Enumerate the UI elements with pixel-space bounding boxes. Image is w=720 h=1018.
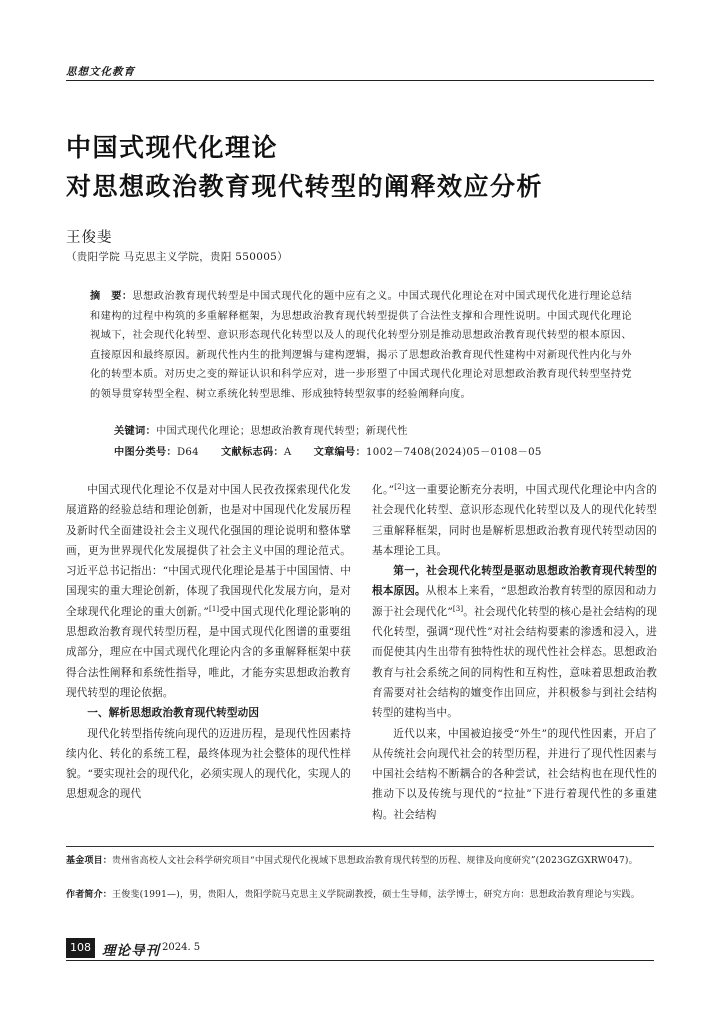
footer-divider (66, 960, 654, 961)
article-no-label: 文章编号： (313, 447, 367, 458)
body-column-right (372, 480, 657, 825)
keywords (114, 422, 408, 437)
keywords-label: 关键词： (114, 426, 156, 437)
bio-label: 作者简介： (66, 890, 113, 900)
doc-code-value: A (283, 447, 292, 458)
classification-line (114, 443, 542, 458)
paragraph: 近代以来，中国被迫接受“外生”的现代性因素，开启了从传统社会向现代社会的转型历程，并进行了现代性因素与中国社会结构不断耦合的各种尝试，社会结构也在现代性的推动下以及传统与现代的“拉扯”下进行着现代性的多重建构。社会结构 (372, 727, 657, 821)
emphasis-text: 第一，社会现代化转型是驱动思想政治教育现代转型的根本原因。 (372, 565, 657, 598)
author-name: 王俊斐 (66, 230, 113, 246)
funding-text: 贵州省高校人文社会科学研究项目“中国式现代化视域下思想政治教育现代转型的历程、规律及向度研究”(2023GZGXRW047)。 (112, 856, 638, 866)
paragraph (66, 480, 351, 703)
page-number: 108 (66, 938, 95, 958)
title-line-1: 中国式现代化理论 (66, 133, 279, 162)
paragraph (372, 561, 657, 723)
doc-code-label: 文献标志码： (220, 447, 284, 458)
journal-name: 理论导刊 (102, 943, 160, 959)
abstract-text: 思想政治教育现代转型是中国式现代化的题中应有之义。中国式现代化理论在对中国式现代化进行理论总结和建构的过程中构筑的多重解释框架，为思想政治教育现代转型提供了合法性支撑和合理性说明。中国式现代化理论视域下，社会现代化转型、意识形态现代化转型以及人的现代化转型分别是推动思想政治教育现代转型的根本原因、直接原因和最终原因。新现代性内生的批判逻辑与建构逻辑，揭示了思想政治教育现代性建构中对新现代性内化与外化的转型本质。对历史之变的辩证认识和科学应对，进一步形塑了中国式现代化理论对思想政治教育现代转型坚持党的领导贯穿转型全程、树立系统化转型思维、形成独特转型叙事的经验阐释向度。 (90, 291, 632, 400)
paragraph: 现代化转型指传统向现代的迈进历程，是现代性因素持续内化、转化的系统工程，最终体现为社会整体的现代性样貌。“要实现社会的现代化，必须实现人的现代化，实现人的思想观念的现代 (66, 727, 351, 801)
paragraph-text: 受中国式现代化理论影响的思想政治教育现代转型历程，是中国式现代化图谱的重要组成部分，理应在中国式现代化理论内含的多重解释框架中获得合法性阐释和系统性指导，唯此，才能夯实思想政治教育现代转型的理论依据。 (66, 605, 351, 699)
paragraph-text: 中国式现代化理论不仅是对中国人民孜孜探索现代化发展道路的经验总结和理论创新，也是对中国现代化发展历程及新时代全面建设社会主义现代化强国的理论说明和整体擘画，更为世界现代化发展提供了社会主义中国的理论范式。习近平总书记指出：“中国式现代化理论是基于中国国情、中国现实的重大理论创新，体现了我国现代化发展方向，是对全球现代化理论的重大创新。” (66, 484, 351, 618)
title-line-2: 对思想政治教育现代转型的阐释效应分析 (66, 172, 544, 201)
section-heading: 一、解析思想政治教育现代转型动因 (87, 707, 260, 720)
citation-ref: [2] (394, 483, 405, 491)
paragraph-text: 化。” (372, 484, 395, 496)
citation-ref: [3] (452, 604, 464, 613)
paragraph (372, 480, 657, 561)
author-affiliation: （贵阳学院 马克思主义学院，贵阳 550005） (66, 251, 288, 263)
issue-date: 2024. 5 (162, 942, 201, 953)
paragraph-text: 从根本上来看，“思想政治教育转型的原因和动力源于社会现代化” (372, 585, 658, 618)
funding-label: 基金项目： (66, 856, 113, 866)
footnote-funding (66, 853, 654, 869)
header-divider (66, 80, 654, 81)
footnote-author-bio (66, 887, 654, 903)
footnote-divider (66, 846, 654, 847)
section-header: 思想文化教育 (66, 66, 135, 78)
keywords-text: 中国式现代化理论；思想政治教育现代转型；新现代性 (155, 426, 408, 437)
article-title (66, 128, 666, 206)
abstract (90, 287, 632, 404)
citation-ref: [1] (208, 604, 220, 613)
clc-label: 中图分类号： (114, 447, 177, 458)
article-no-value: 1002－7408(2024)05－0108－05 (366, 447, 542, 458)
paragraph-text: 。社会现代化转型的核心是社会结构的现代化转型，强调“现代性”对社会结构要素的渗透和浸入，进而促使其内生出带有独特性状的现代性社会样态。思想政治教育与社会系统之间的同构性和互构性，意味着思想政治教育需要对社会结构的嬗变作出回应，并积极参与到社会结构转型的建构当中。 (372, 605, 657, 720)
paragraph-text: 这一重要论断充分表明，中国式现代化理论中内含的社会现代化转型、意识形态现代化转型以及人的现代化转型三重解释框架，同时也是解析思想政治教育现代转型动因的基本理论工具。 (372, 484, 657, 557)
body-column-left (66, 480, 351, 805)
clc-value: D64 (176, 447, 199, 458)
abstract-label: 摘 要： (90, 291, 133, 302)
bio-text: 王俊斐(1991—)，男，贵阳人，贵阳学院马克思主义学院副教授，硕士生导师，法学博士，研究方向：思想政治教育理论与实践。 (112, 890, 640, 900)
